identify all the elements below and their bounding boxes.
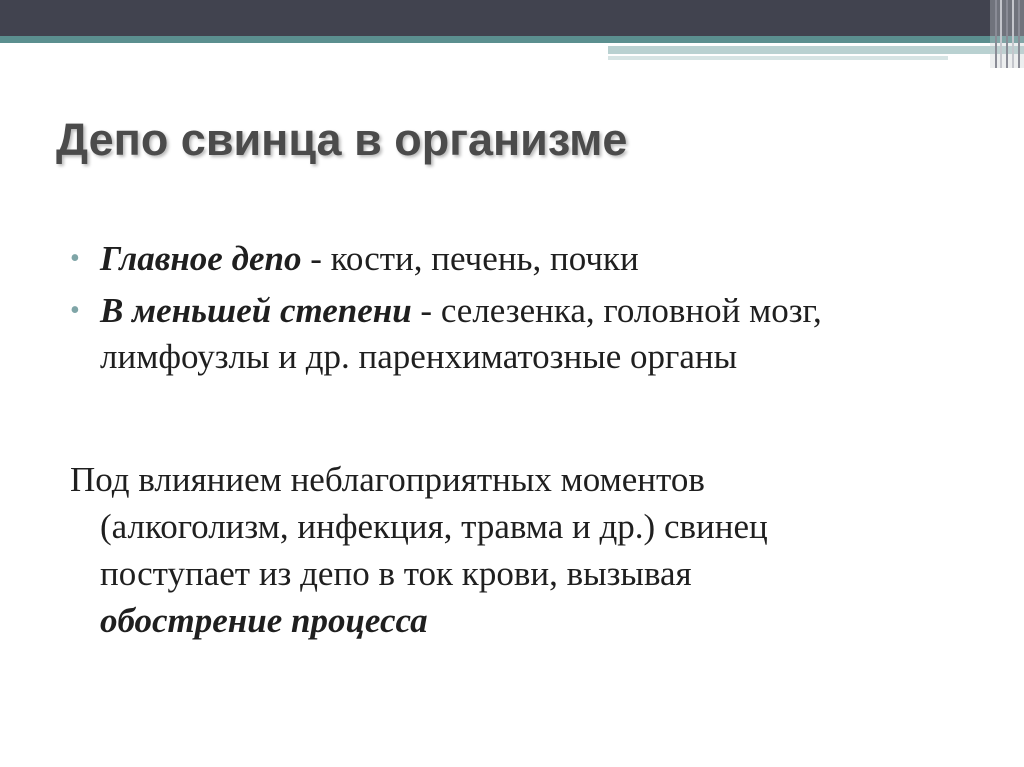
header-bar-dark (0, 0, 1024, 36)
corner-stripe (1000, 0, 1002, 68)
bullet-item (70, 236, 970, 282)
header-accent-bar-thin (608, 56, 948, 60)
paragraph-line: (алкоголизм, инфекция, травма и др.) свинец (100, 507, 768, 546)
bullet-list (70, 236, 970, 386)
bullet-term: В меньшей степени (100, 291, 412, 330)
paragraph-line: Под влиянием неблагоприятных моментов (70, 460, 705, 499)
header-bar-teal (0, 36, 1024, 43)
corner-stripe (1006, 0, 1008, 68)
corner-stripe (995, 0, 997, 68)
slide-title: Депо свинца в организме (56, 114, 628, 165)
corner-stripe (1012, 0, 1014, 68)
header-accent-bar (608, 46, 1024, 54)
bullet-text: - селезенка, головной мозг, лимфоузлы и др. паренхиматозные органы (100, 291, 822, 376)
paragraph-line: поступает из депо в ток крови, вызывая (100, 554, 692, 593)
body-paragraph (70, 456, 990, 644)
bullet-term: Главное депо (100, 239, 302, 278)
bullet-dot-icon: • (70, 243, 80, 274)
bullet-text: - кости, печень, почки (301, 239, 639, 278)
bullet-dot-icon: • (70, 295, 80, 326)
corner-stripe (1018, 0, 1020, 68)
paragraph-emphasis: обострение процесса (100, 601, 428, 640)
bullet-item (70, 288, 970, 380)
